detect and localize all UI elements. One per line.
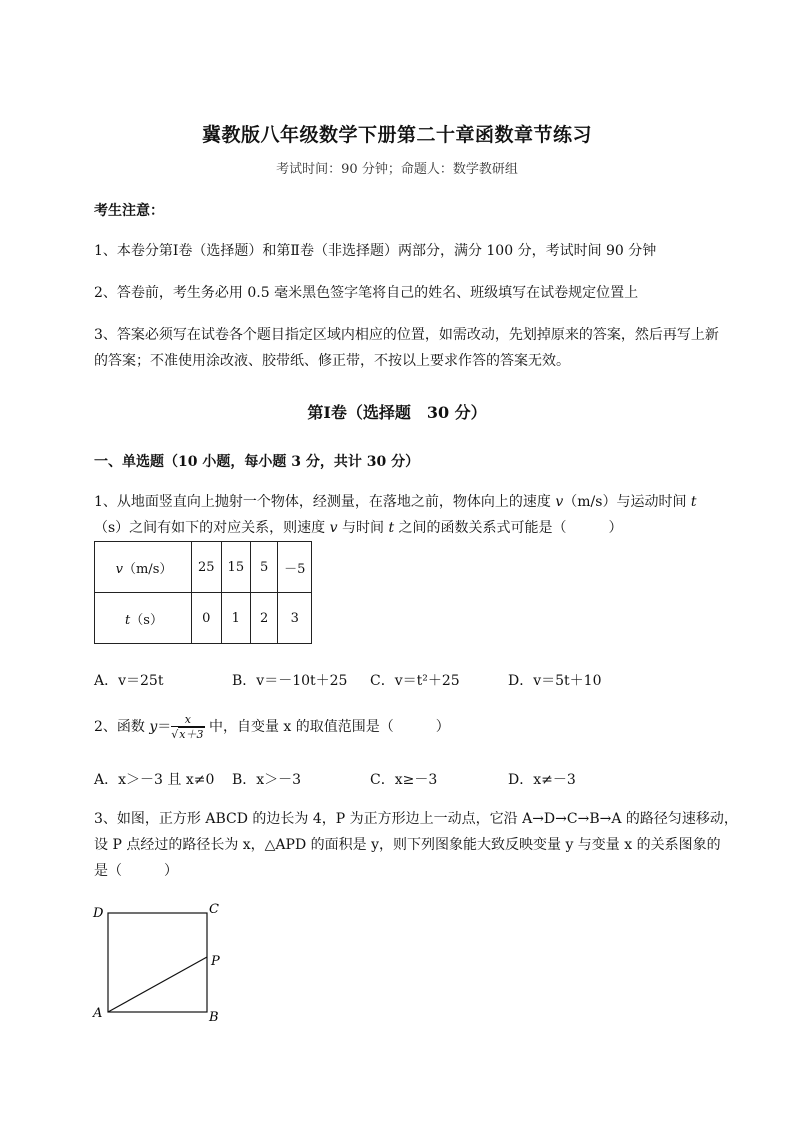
q2-option-b[interactable]: B．x＞－3 [232, 772, 302, 788]
question-2 [94, 713, 450, 741]
vertex-label-a: A [93, 1006, 103, 1021]
q1-text: 1、从地面竖直向上抛射一个物体，经测量，在落地之前，物体向上的速度 [94, 494, 556, 510]
q2-var-y: y [149, 719, 158, 735]
q1-option-b[interactable]: B．v＝－10t＋25 [232, 673, 348, 689]
vertex-label-b: B [209, 1010, 219, 1025]
table-cell: 25 [192, 542, 222, 593]
section-title: 第Ⅰ卷（选择题 30 分） [307, 403, 487, 422]
q1-option-d[interactable]: D．v＝5t＋10 [508, 673, 602, 689]
part-heading: 一、单选题（10 小题，每小题 3 分，共计 30 分） [94, 454, 420, 470]
table-cell: －5 [278, 542, 312, 593]
label-var: v [115, 561, 123, 577]
q1-var-t: t [388, 520, 395, 536]
q2-option-a[interactable]: A．x＞－3 且 x≠0 [94, 772, 215, 788]
vertex-label-c: C [209, 902, 219, 917]
q2-text: 中，自变量 x 的取值范围是（ ） [204, 719, 450, 735]
square-figure [85, 895, 235, 1030]
table-row-label [95, 593, 192, 644]
question-3-line-3: 是（ ） [94, 863, 178, 879]
q1-option-a[interactable]: A．v＝25t [94, 673, 164, 689]
label-unit: （m/s） [122, 561, 173, 577]
q1-text: （s）之间有如下的对应关系，则速度 [94, 520, 330, 536]
q1-text: 之间的函数关系式可能是（ ） [394, 520, 623, 536]
q1-var-t: t [690, 494, 697, 510]
table-cell: 15 [221, 542, 251, 593]
notice-item-3-line-2: 的答案；不准使用涂改液、胶带纸、修正带，不按以上要求作答的答案无效。 [94, 353, 570, 369]
table-row [95, 542, 312, 593]
question-3 [94, 806, 754, 884]
q2-option-c[interactable]: C．x≥－3 [370, 772, 438, 788]
q2-equals: ＝ [157, 719, 172, 735]
table-cell: 5 [251, 542, 278, 593]
question-1 [94, 489, 754, 541]
exam-info: 考试时间：90 分钟；命题人：数学教研组 [276, 162, 518, 177]
table-cell: 3 [278, 593, 312, 644]
label-unit: （s） [130, 612, 163, 628]
segment-ap [108, 957, 207, 1012]
q1-option-c[interactable]: C．v＝t²＋25 [370, 673, 460, 689]
question-1-line-2 [94, 515, 754, 541]
table-cell: 1 [221, 593, 251, 644]
q2-fraction [171, 713, 204, 741]
table-row [95, 593, 312, 644]
vertex-label-d: D [93, 906, 104, 921]
notice-item-2: 2、答卷前，考生务必用 0.5 毫米黑色签字笔将自己的姓名、班级填写在试卷规定位置上 [94, 285, 639, 301]
notice-item-3 [94, 322, 754, 374]
q1-text: 与时间 [337, 520, 389, 536]
label-var: t [125, 612, 131, 628]
q1-var-v: v [555, 494, 564, 510]
q1-var-v: v [329, 520, 338, 536]
question-3-line-1: 3、如图，正方形 ABCD 的边长为 4，P 为正方形边上一动点，它沿 A→D→C→B→A 的路径匀速移动， [94, 811, 738, 827]
velocity-time-table [94, 541, 312, 644]
point-label-p: P [211, 954, 220, 969]
question-3-line-2: 设 P 点经过的路径长为 x，△APD 的面积是 y，则下列图象能大致反映变量 y 与变量 x 的关系图象的 [94, 837, 721, 853]
radicand: x＋3 [179, 728, 204, 741]
fraction-numerator: x [171, 713, 204, 727]
square-abcd [108, 913, 207, 1012]
table-cell: 2 [251, 593, 278, 644]
q2-option-d[interactable]: D．x≠－3 [508, 772, 576, 788]
notice-heading: 考生注意： [94, 203, 164, 219]
notice-item-3-line-1: 3、答案必须写在试卷各个题目指定区域内相应的位置，如需改动，先划掉原来的答案，然后再写上新 [94, 327, 719, 343]
q1-text: （m/s）与运动时间 [563, 494, 691, 510]
page-title: 冀教版八年级数学下册第二十章函数章节练习 [201, 124, 592, 146]
notice-item-1: 1、本卷分第Ⅰ卷（选择题）和第Ⅱ卷（非选择题）两部分，满分 100 分，考试时间 90 分钟 [94, 243, 657, 259]
table-cell: 0 [192, 593, 222, 644]
table-row-label [95, 542, 192, 593]
question-1-line-1 [94, 489, 754, 515]
q2-text: 2、函数 [94, 719, 150, 735]
fraction-denominator: √x＋3 [171, 728, 204, 741]
